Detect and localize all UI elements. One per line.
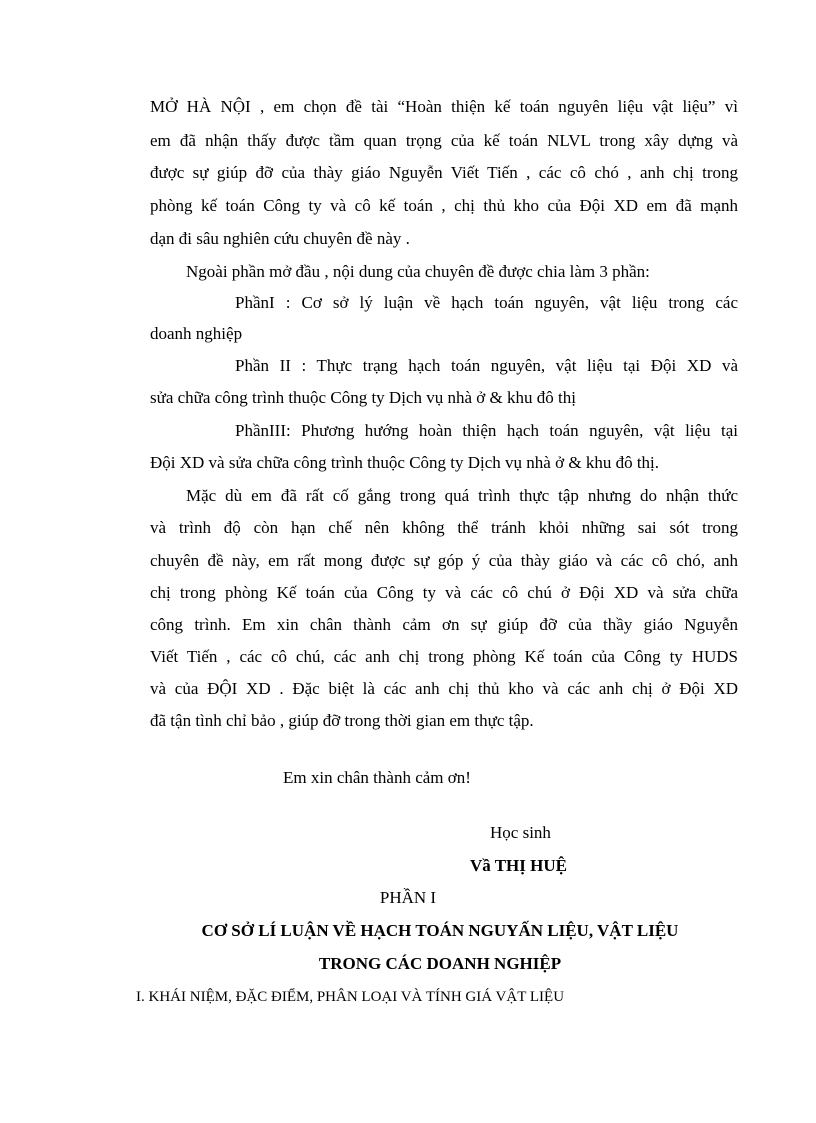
intro-line-3: được sự giúp đỡ của thày giáo Nguyễn Viết Tiến , các cô chó , anh chị trong [150,163,738,182]
part1-line-1: PhầnI : Cơ sở lý luận về hạch toán nguyên, vật liệu trong các [235,293,738,312]
outline-intro: Ngoài phần mở đầu , nội dung của chuyên đề được chia làm 3 phần: [186,262,650,281]
thanks-line-4: chị trong phòng Kế toán của Công ty và các cô chú ở Đội XD và sửa chữa [150,583,738,602]
thanks-line-6: Viết Tiến , các cô chú, các anh chị trong phòng Kế toán của Công ty HUDS [150,647,738,666]
part1-line-2: doanh nghiệp [150,324,243,343]
thanks-line-7: và của ĐỘI XD . Đặc biệt là các anh chị thủ kho và các anh chị ở Đội XD [150,679,738,698]
signature-name: Vầ THỊ HUỆ [470,856,567,875]
part3-line-1: PhầnIII: Phương hướng hoàn thiện hạch toán nguyên, vật liệu tại [235,421,738,440]
thanks-line-8: đã tận tình chỉ bảo , giúp đỡ trong thời gian em thực tập. [150,711,534,730]
thanks-line-5: công trình. Em xin chân thành cảm ơn sự giúp đỡ của thầy giáo Nguyễn [150,615,738,634]
part3-line-2: Đội XD và sửa chữa công trình thuộc Công ty Dịch vụ nhà ở & khu đô thị. [150,453,660,472]
thanks-line-3: chuyên đề này, em rất mong được sự góp ý của thày giáo và các cô chó, anh [150,551,738,570]
section-title-line-2: TRONG CÁC DOANH NGHIỆP [318,954,562,973]
part2-line-2: sửa chữa công trình thuộc Công ty Dịch vụ nhà ở & khu đô thị [150,388,576,407]
part-label: PHẦN I [379,888,437,907]
intro-line-1: MỞ HÀ NỘI , em chọn đề tài “Hoàn thiện kế toán nguyên liệu vật liệu” vì [150,97,738,116]
thanks-line-2: và trình độ còn hạn chế nên không thể tránh khỏi những sai sót trong [150,518,738,537]
intro-line-4: phòng kế toán Công ty và cô kế toán , chị thủ kho của Đội XD em đã mạnh [150,196,738,215]
thanks-line-1: Mặc dù em đã rất cố gắng trong quá trình thực tập nhưng do nhận thức [186,486,738,505]
signature-role: Học sinh [490,823,551,842]
section-subheading: I. KHÁI NIỆM, ĐẶC ĐIỂM, PHÂN LOẠI VÀ TÍNH GIÁ VẬT LIỆU [136,989,565,1005]
intro-line-5: dạn đi sâu nghiên cứu chuyên đề này . [150,229,410,248]
part2-line-1: Phần II : Thực trạng hạch toán nguyên, vật liệu tại Đội XD và [235,356,738,375]
section-title-line-1: CƠ SỞ LÍ LUẬN VỀ HẠCH TOÁN NGUYẤN LIỆU, VẬT LIỆU [201,921,679,940]
intro-line-2: em đã nhận thấy được tầm quan trọng của kế toán NLVL trong xây dựng và [150,131,738,150]
closing-line: Em xin chân thành cảm ơn! [283,768,471,787]
